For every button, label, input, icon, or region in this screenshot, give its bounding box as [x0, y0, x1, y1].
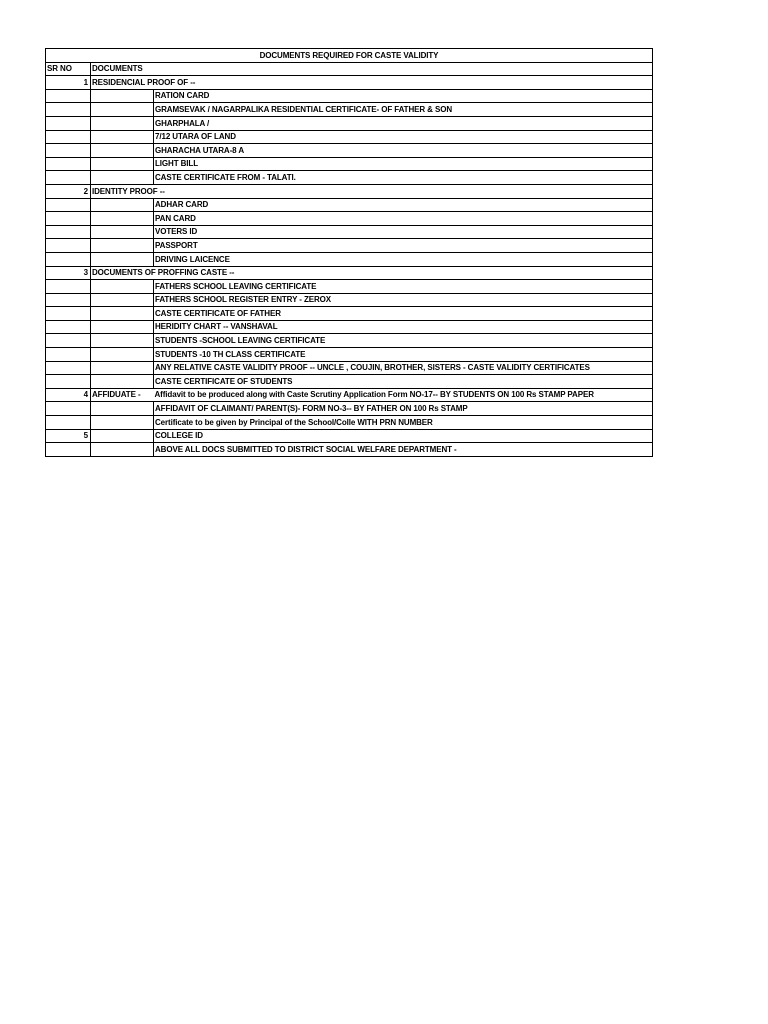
document-item-cell	[154, 76, 653, 90]
document-item-cell: RATION CARD	[154, 89, 653, 103]
sr-no-cell	[46, 144, 91, 158]
category-cell	[91, 198, 154, 212]
document-item-cell: Certificate to be given by Principal of the School/Colle WITH PRN NUMBER	[154, 416, 653, 430]
category-cell	[91, 402, 154, 416]
category-cell	[91, 89, 154, 103]
table-row	[46, 144, 653, 158]
category-cell	[91, 320, 154, 334]
table-row	[46, 157, 653, 171]
table-row	[46, 348, 653, 362]
document-item-cell: Affidavit to be produced along with Caste Scrutiny Application Form NO-17-- BY STUDENTS ON 100 Rs STAMP PAPER	[154, 388, 653, 402]
category-cell	[91, 443, 154, 457]
table-row	[46, 212, 653, 226]
document-item-cell: GRAMSEVAK / NAGARPALIKA RESIDENTIAL CERTIFICATE- OF FATHER & SON	[154, 103, 653, 117]
sr-no-cell: 5	[46, 429, 91, 443]
table-row	[46, 76, 653, 90]
table-row	[46, 116, 653, 130]
table-row	[46, 361, 653, 375]
document-item-cell: ANY RELATIVE CASTE VALIDITY PROOF -- UNCLE , COUJIN, BROTHER, SISTERS - CASTE VALIDITY CERTIFICATES	[154, 361, 653, 375]
table-row	[46, 103, 653, 117]
table-row	[46, 375, 653, 389]
sr-no-cell: 1	[46, 76, 91, 90]
table-row	[46, 334, 653, 348]
table-row	[46, 266, 653, 280]
sr-no-cell	[46, 225, 91, 239]
category-cell: AFFIDUATE -	[91, 388, 154, 402]
category-cell	[91, 348, 154, 362]
table-row	[46, 443, 653, 457]
table-row	[46, 388, 653, 402]
category-cell	[91, 361, 154, 375]
category-cell: IDENTITY PROOF --	[91, 184, 154, 198]
category-cell	[91, 280, 154, 294]
sr-no-cell	[46, 280, 91, 294]
title-row	[46, 49, 653, 63]
category-cell: RESIDENCIAL PROOF OF --	[91, 76, 154, 90]
sr-no-cell	[46, 171, 91, 185]
sr-no-cell: 2	[46, 184, 91, 198]
table-row	[46, 429, 653, 443]
sr-no-cell	[46, 252, 91, 266]
table-row	[46, 239, 653, 253]
category-cell	[91, 212, 154, 226]
table-row	[46, 198, 653, 212]
table-row	[46, 252, 653, 266]
sr-no-cell	[46, 348, 91, 362]
document-item-cell: FATHERS SCHOOL REGISTER ENTRY - ZEROX	[154, 293, 653, 307]
sr-no-cell	[46, 157, 91, 171]
sr-no-cell	[46, 334, 91, 348]
sr-no-cell	[46, 89, 91, 103]
table-row	[46, 225, 653, 239]
document-item-cell: CASTE CERTIFICATE FROM - TALATI.	[154, 171, 653, 185]
category-cell	[91, 116, 154, 130]
sr-no-cell	[46, 402, 91, 416]
document-item-cell: PASSPORT	[154, 239, 653, 253]
sr-no-cell: 3	[46, 266, 91, 280]
document-item-cell: STUDENTS -SCHOOL LEAVING CERTIFICATE	[154, 334, 653, 348]
header-row	[46, 62, 653, 76]
category-cell	[91, 239, 154, 253]
document-item-cell: GHARPHALA /	[154, 116, 653, 130]
caste-validity-table	[45, 48, 653, 457]
category-cell: DOCUMENTS OF PROFFING CASTE --	[91, 266, 154, 280]
page-title: DOCUMENTS REQUIRED FOR CASTE VALIDITY	[46, 49, 653, 63]
sr-no-cell	[46, 198, 91, 212]
table-row	[46, 130, 653, 144]
header-documents: DOCUMENTS	[91, 62, 653, 76]
category-cell	[91, 252, 154, 266]
sr-no-cell: 4	[46, 388, 91, 402]
category-cell	[91, 130, 154, 144]
category-cell	[91, 293, 154, 307]
category-cell	[91, 416, 154, 430]
header-sr-no: SR NO	[46, 62, 91, 76]
category-cell	[91, 429, 154, 443]
category-cell	[91, 103, 154, 117]
document-item-cell: PAN CARD	[154, 212, 653, 226]
sr-no-cell	[46, 416, 91, 430]
document-item-cell: COLLEGE ID	[154, 429, 653, 443]
category-cell	[91, 171, 154, 185]
sr-no-cell	[46, 375, 91, 389]
document-item-cell: GHARACHA UTARA-8 A	[154, 144, 653, 158]
sr-no-cell	[46, 293, 91, 307]
document-item-cell: AFFIDAVIT OF CLAIMANT/ PARENT(S)- FORM NO-3-- BY FATHER ON 100 Rs STAMP	[154, 402, 653, 416]
table-row	[46, 402, 653, 416]
category-cell	[91, 157, 154, 171]
sr-no-cell	[46, 103, 91, 117]
document-item-cell	[154, 184, 653, 198]
sr-no-cell	[46, 212, 91, 226]
document-item-cell: STUDENTS -10 TH CLASS CERTIFICATE	[154, 348, 653, 362]
sr-no-cell	[46, 239, 91, 253]
table-row	[46, 320, 653, 334]
category-cell	[91, 375, 154, 389]
table-row	[46, 307, 653, 321]
category-cell	[91, 144, 154, 158]
sr-no-cell	[46, 361, 91, 375]
document-item-cell: CASTE CERTIFICATE OF STUDENTS	[154, 375, 653, 389]
document-item-cell: DRIVING LAICENCE	[154, 252, 653, 266]
sr-no-cell	[46, 307, 91, 321]
document-item-cell: HERIDITY CHART -- VANSHAVAL	[154, 320, 653, 334]
table-body	[46, 49, 653, 457]
document-item-cell: 7/12 UTARA OF LAND	[154, 130, 653, 144]
category-cell	[91, 307, 154, 321]
sr-no-cell	[46, 116, 91, 130]
table-row	[46, 171, 653, 185]
sr-no-cell	[46, 130, 91, 144]
table-row	[46, 416, 653, 430]
table-row	[46, 89, 653, 103]
category-cell	[91, 225, 154, 239]
table-row	[46, 293, 653, 307]
document-item-cell: CASTE CERTIFICATE OF FATHER	[154, 307, 653, 321]
document-item-cell: ABOVE ALL DOCS SUBMITTED TO DISTRICT SOCIAL WELFARE DEPARTMENT -	[154, 443, 653, 457]
table-row	[46, 280, 653, 294]
table-row	[46, 184, 653, 198]
category-cell	[91, 334, 154, 348]
document-item-cell: FATHERS SCHOOL LEAVING CERTIFICATE	[154, 280, 653, 294]
sr-no-cell	[46, 320, 91, 334]
document-item-cell: ADHAR CARD	[154, 198, 653, 212]
document-item-cell: VOTERS ID	[154, 225, 653, 239]
document-item-cell: LIGHT BILL	[154, 157, 653, 171]
sr-no-cell	[46, 443, 91, 457]
